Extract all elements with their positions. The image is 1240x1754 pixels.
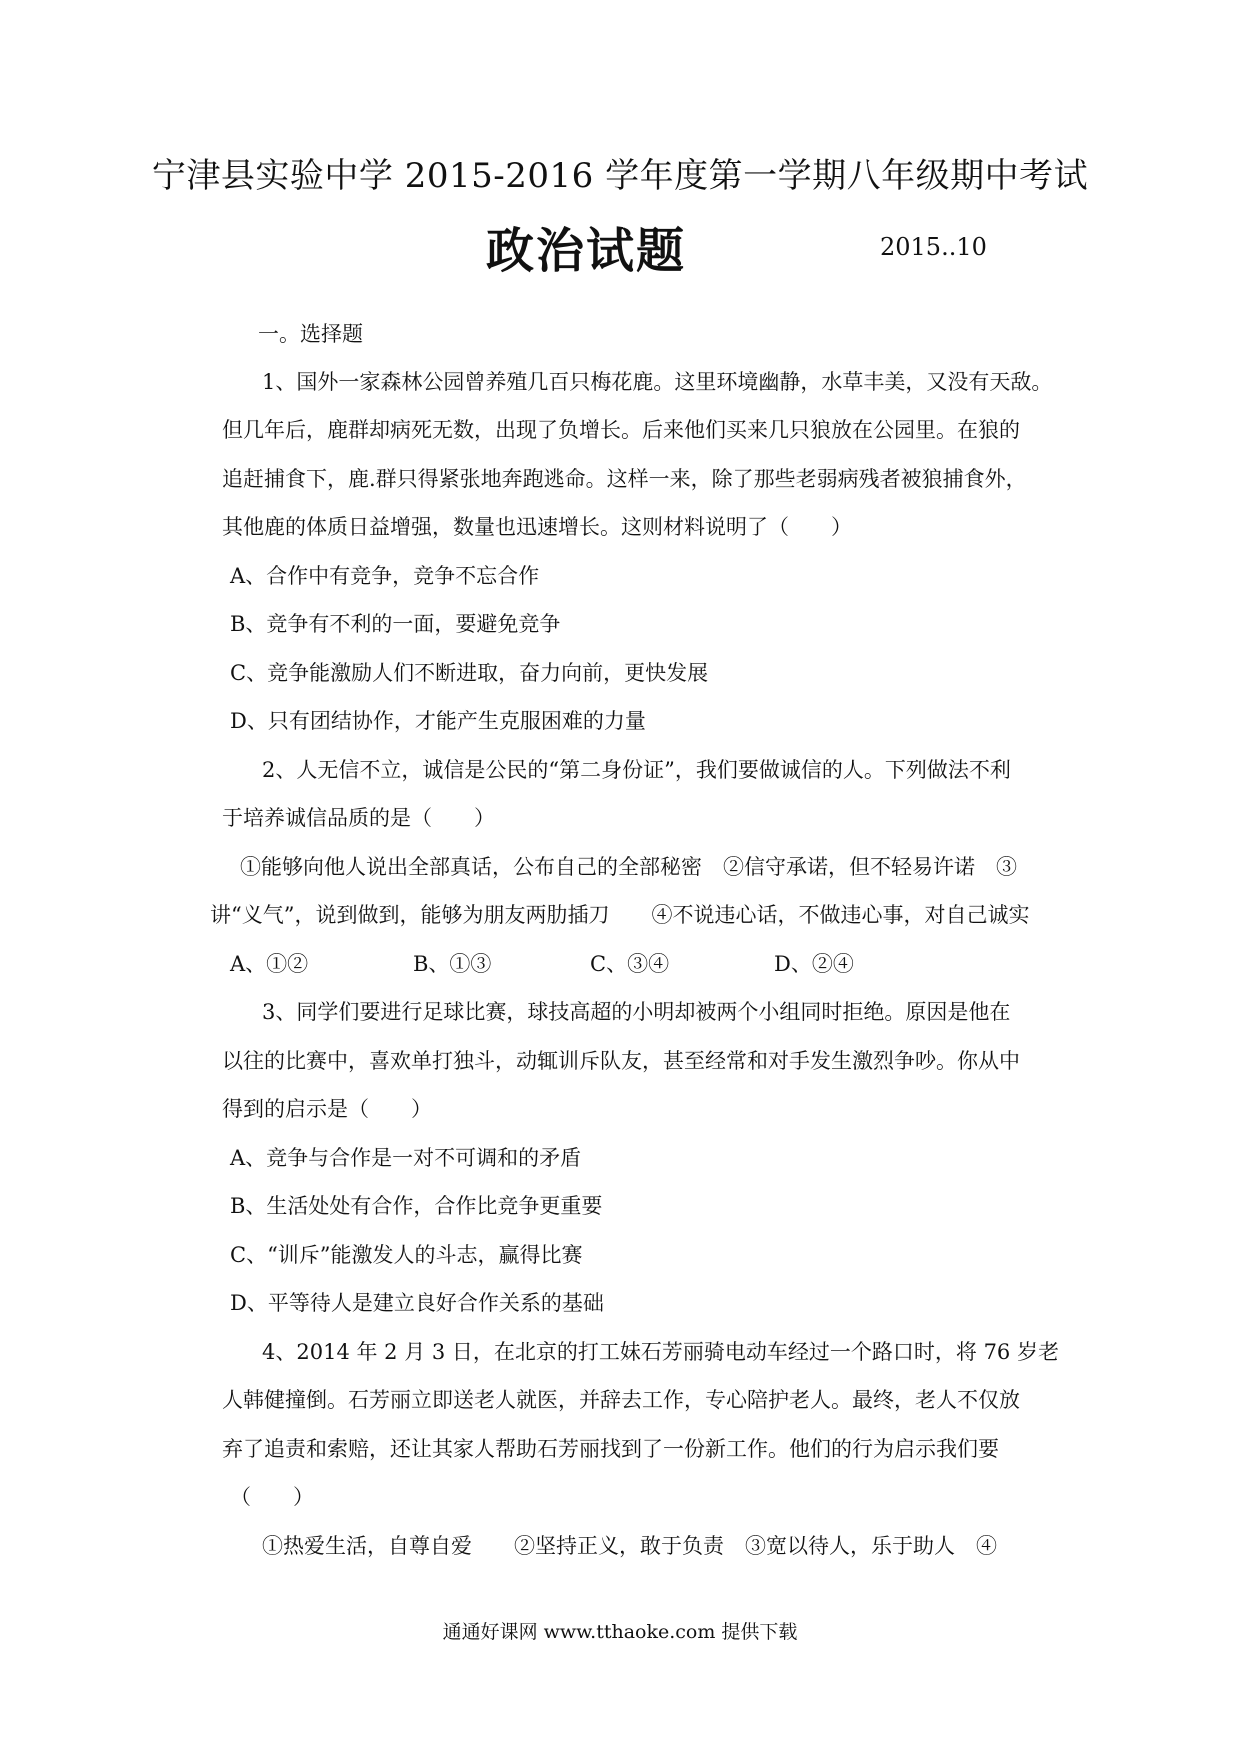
q1-option-b: B、竞争有不利的一面，要避免竞争: [230, 612, 561, 636]
q2-option-b: B、①③: [413, 952, 492, 976]
q3-option-d: D、平等待人是建立良好合作关系的基础: [230, 1291, 604, 1315]
q2-choices-line-2: 讲“义气”，说到做到，能够为朋友两肋插刀 ④不说违心话，不做违心事，对自己诚实: [210, 903, 1030, 927]
q1-line-1: 1、国外一家森林公园曾养殖几百只梅花鹿。这里环境幽静，水草丰美，又没有天敌。: [262, 370, 1053, 394]
q3-line-1: 3、同学们要进行足球比赛，球技高超的小明却被两个小组同时拒绝。原因是他在: [262, 1000, 1011, 1024]
q1-option-a: A、合作中有竞争，竞争不忘合作: [230, 564, 540, 588]
section-heading: 一。选择题: [258, 322, 363, 346]
school-exam-header: 宁津县实验中学 2015-2016 学年度第一学期八年级期中考试: [151, 156, 1089, 196]
q4-line-4: （ ）: [230, 1485, 314, 1509]
q3-line-2: 以往的比赛中，喜欢单打独斗，动辄训斥队友，甚至经常和对手发生激烈争吵。你从中: [222, 1049, 1020, 1073]
q4-choices-line-1: ①热爱生活，自尊自爱 ②坚持正义，敢于负责 ③宽以待人，乐于助人 ④: [262, 1534, 997, 1558]
q2-line-1: 2、人无信不立，诚信是公民的“第二身份证”，我们要做诚信的人。下列做法不利: [262, 758, 1011, 782]
q2-option-c: C、③④: [590, 952, 670, 976]
page-title: 政治试题: [486, 223, 687, 279]
q1-line-2: 但几年后，鹿群却病死无数，出现了负增长。后来他们买来几只狼放在公园里。在狼的: [222, 418, 1020, 442]
footer-source: 通通好课网 www.tthaoke.com 提供下载: [442, 1621, 798, 1643]
q4-line-2: 人韩健撞倒。石芳丽立即送老人就医，并辞去工作，专心陪护老人。最终，老人不仅放: [222, 1388, 1020, 1412]
q1-option-d: D、只有团结协作，才能产生克服困难的力量: [230, 709, 646, 733]
q2-line-2: 于培养诚信品质的是（ ）: [222, 806, 495, 830]
q3-option-c: C、“训斥”能激发人的斗志，赢得比赛: [230, 1243, 583, 1267]
q1-line-4: 其他鹿的体质日益增强，数量也迅速增长。这则材料说明了（ ）: [222, 515, 852, 539]
q4-line-3: 弃了追责和索赔，还让其家人帮助石芳丽找到了一份新工作。他们的行为启示我们要: [222, 1437, 999, 1461]
q2-option-a: A、①②: [230, 952, 309, 976]
q2-choices-line-1: ①能够向他人说出全部真话，公布自己的全部秘密 ②信守承诺，但不轻易许诺 ③: [240, 855, 1017, 879]
q3-option-b: B、生活处处有合作，合作比竞争更重要: [230, 1194, 603, 1218]
q4-line-1: 4、2014 年 2 月 3 日，在北京的打工妹石芳丽骑电动车经过一个路口时，将 76 岁老: [262, 1340, 1059, 1364]
exam-date: 2015..10: [880, 233, 987, 261]
q1-line-3: 追赶捕食下，鹿.群只得紧张地奔跑逃命。这样一来，除了那些老弱病残者被狼捕食外，: [222, 467, 1027, 491]
q2-option-d: D、②④: [774, 952, 854, 976]
q1-option-c: C、竞争能激励人们不断进取，奋力向前，更快发展: [230, 661, 709, 685]
q3-option-a: A、竞争与合作是一对不可调和的矛盾: [230, 1146, 582, 1170]
q3-line-3: 得到的启示是（ ）: [222, 1097, 432, 1121]
